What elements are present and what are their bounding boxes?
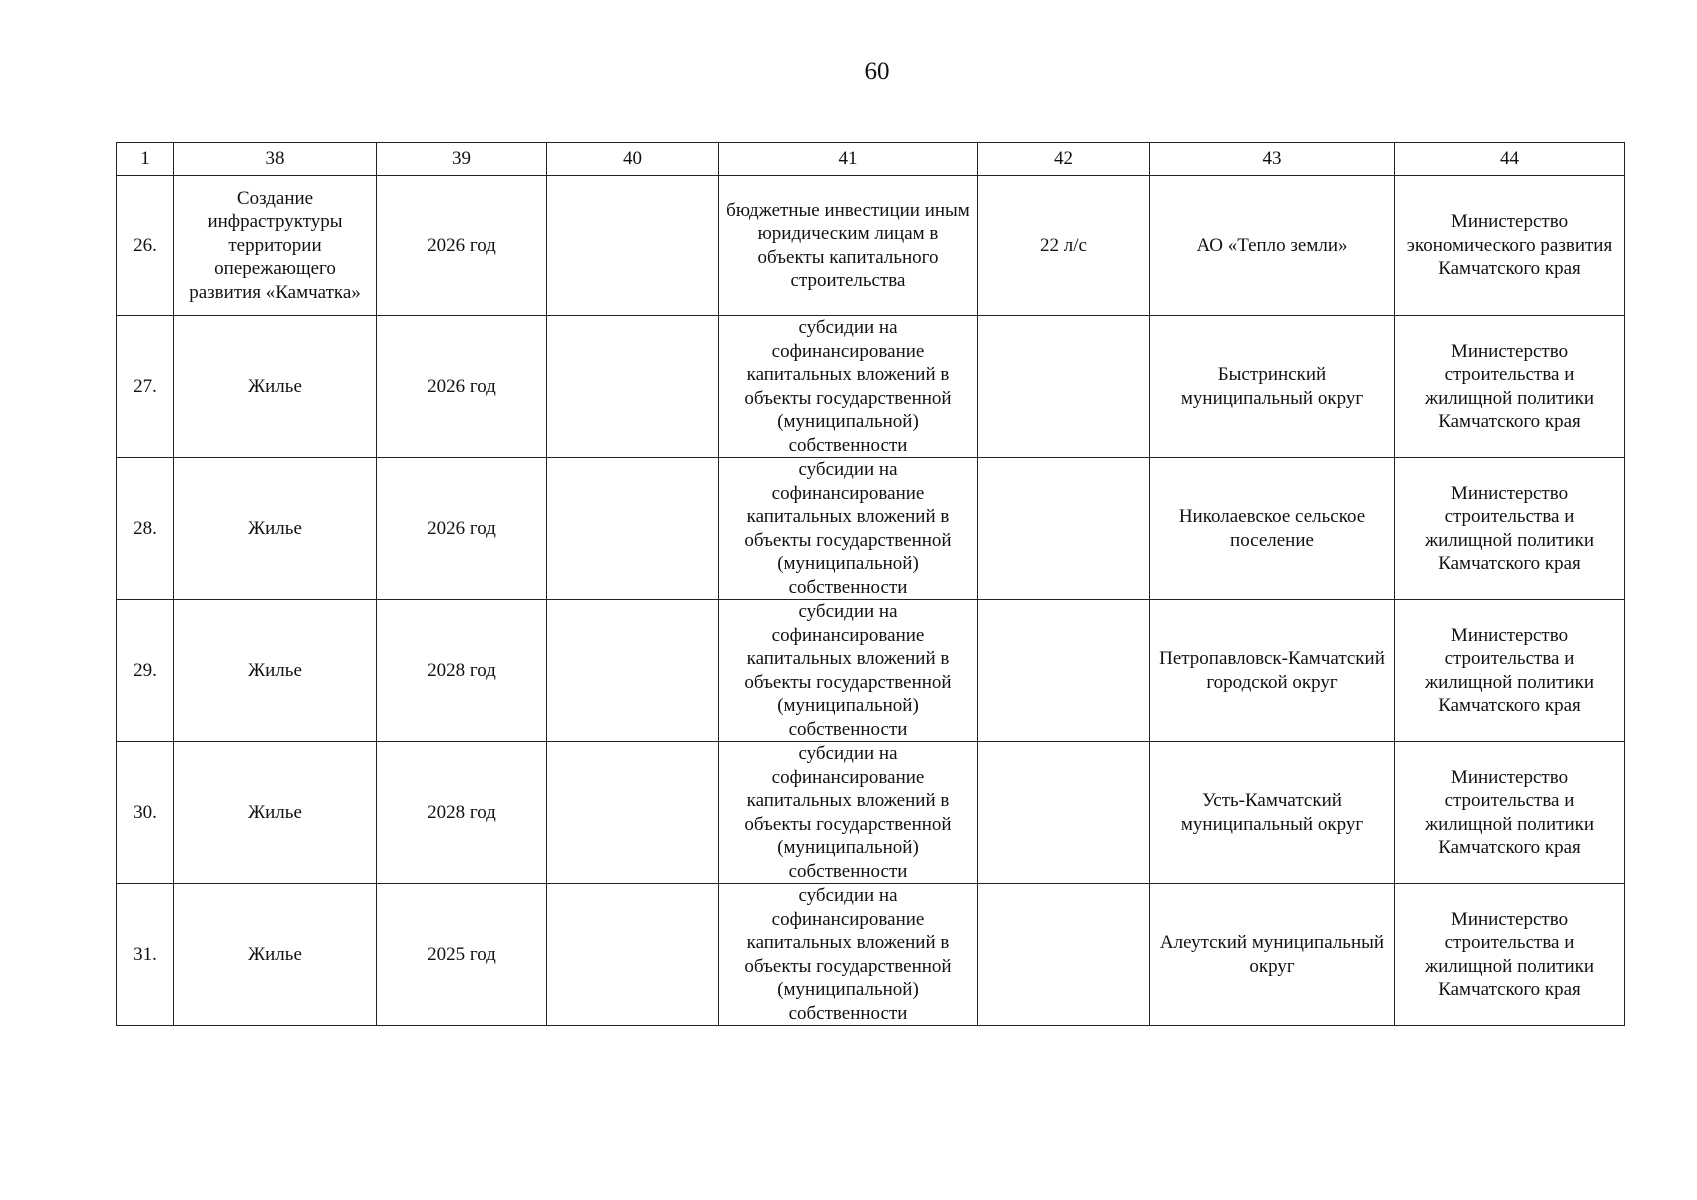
col40-cell	[547, 742, 719, 884]
table-row	[117, 316, 1625, 458]
table-row	[117, 176, 1625, 316]
investment-table	[116, 142, 1625, 1026]
year-cell: 2026 год	[377, 458, 547, 600]
object-name: Создание инфраструктуры территории опережающего развития «Камчатка»	[174, 176, 377, 316]
funding-form: субсидии на софинансирование капитальных вложений в объекты государственной (муниципальной) собственности	[719, 316, 978, 458]
table-row	[117, 884, 1625, 1026]
object-name: Жилье	[174, 316, 377, 458]
col42-cell	[978, 458, 1150, 600]
col42-cell	[978, 884, 1150, 1026]
funding-form: бюджетные инвестиции иным юридическим лицам в объекты капитального строительства	[719, 176, 978, 316]
year-cell: 2026 год	[377, 176, 547, 316]
recipient-cell: АО «Тепло земли»	[1150, 176, 1395, 316]
col40-cell	[547, 316, 719, 458]
recipient-cell: Алеутский муниципальный округ	[1150, 884, 1395, 1026]
page-number: 60	[864, 58, 890, 85]
table-row	[117, 742, 1625, 884]
year-cell: 2025 год	[377, 884, 547, 1026]
ministry-cell: Министерство строительства и жилищной политики Камчатского края	[1395, 458, 1625, 600]
col40-cell	[547, 458, 719, 600]
col42-cell	[978, 316, 1150, 458]
header-cell: 42	[978, 143, 1150, 176]
col40-cell	[547, 884, 719, 1026]
recipient-cell: Николаевское сельское поселение	[1150, 458, 1395, 600]
ministry-cell: Министерство экономического развития Камчатского края	[1395, 176, 1625, 316]
table-header-row	[117, 143, 1625, 176]
col42-cell: 22 л/с	[978, 176, 1150, 316]
recipient-cell: Быстринский муниципальный округ	[1150, 316, 1395, 458]
funding-form: субсидии на софинансирование капитальных вложений в объекты государственной (муниципальной) собственности	[719, 458, 978, 600]
object-name: Жилье	[174, 458, 377, 600]
recipient-cell: Усть-Камчатский муниципальный округ	[1150, 742, 1395, 884]
row-number: 26.	[117, 176, 174, 316]
row-number: 31.	[117, 884, 174, 1026]
header-cell: 41	[719, 143, 978, 176]
table-row	[117, 600, 1625, 742]
ministry-cell: Министерство строительства и жилищной политики Камчатского края	[1395, 600, 1625, 742]
year-cell: 2026 год	[377, 316, 547, 458]
recipient-cell: Петропавловск-Камчатский городской округ	[1150, 600, 1395, 742]
col42-cell	[978, 600, 1150, 742]
object-name: Жилье	[174, 600, 377, 742]
year-cell: 2028 год	[377, 742, 547, 884]
object-name: Жилье	[174, 884, 377, 1026]
header-cell: 40	[547, 143, 719, 176]
year-cell: 2028 год	[377, 600, 547, 742]
header-cell: 43	[1150, 143, 1395, 176]
ministry-cell: Министерство строительства и жилищной политики Камчатского края	[1395, 884, 1625, 1026]
header-cell: 38	[174, 143, 377, 176]
row-number: 29.	[117, 600, 174, 742]
funding-form: субсидии на софинансирование капитальных вложений в объекты государственной (муниципальной) собственности	[719, 742, 978, 884]
col42-cell	[978, 742, 1150, 884]
row-number: 30.	[117, 742, 174, 884]
row-number: 27.	[117, 316, 174, 458]
header-cell: 1	[117, 143, 174, 176]
row-number: 28.	[117, 458, 174, 600]
header-cell: 39	[377, 143, 547, 176]
object-name: Жилье	[174, 742, 377, 884]
col40-cell	[547, 176, 719, 316]
header-cell: 44	[1395, 143, 1625, 176]
col40-cell	[547, 600, 719, 742]
ministry-cell: Министерство строительства и жилищной политики Камчатского края	[1395, 742, 1625, 884]
funding-form: субсидии на софинансирование капитальных вложений в объекты государственной (муниципальной) собственности	[719, 600, 978, 742]
table-row	[117, 458, 1625, 600]
ministry-cell: Министерство строительства и жилищной политики Камчатского края	[1395, 316, 1625, 458]
funding-form: субсидии на софинансирование капитальных вложений в объекты государственной (муниципальной) собственности	[719, 884, 978, 1026]
